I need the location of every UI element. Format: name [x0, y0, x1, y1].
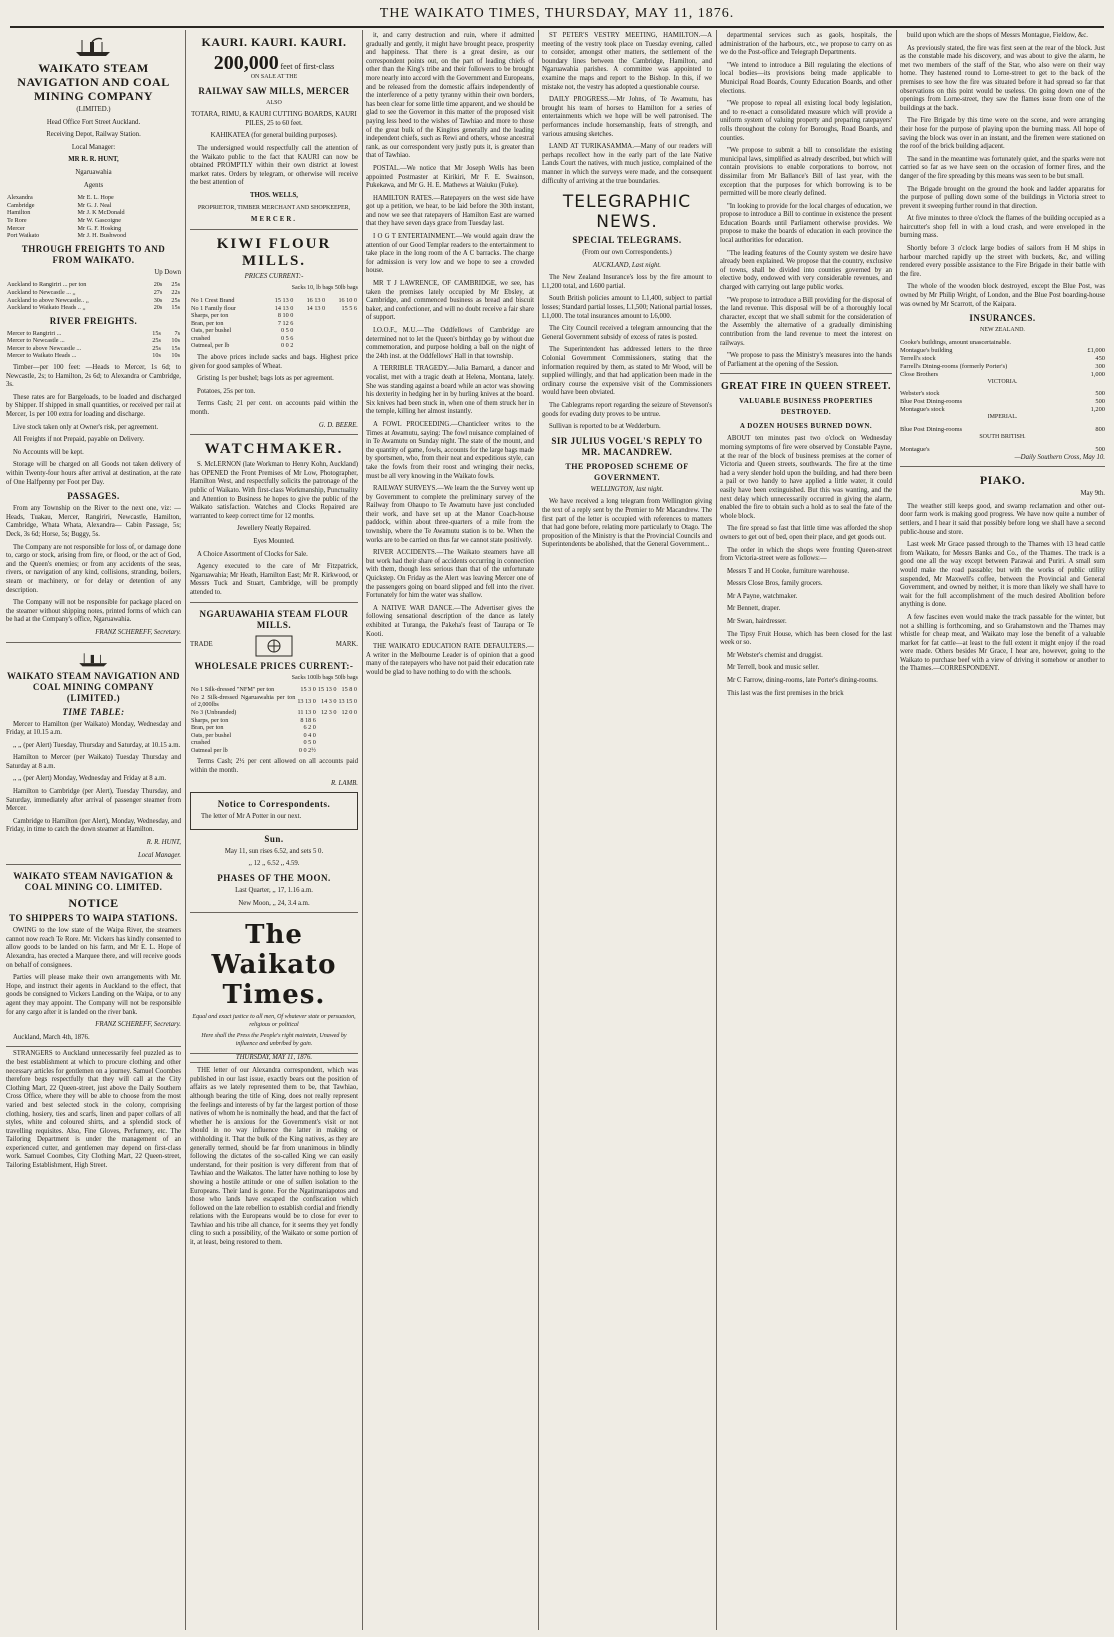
- sacks-header: Sacks 10, lb bags 50lb bags: [291, 285, 358, 292]
- table-row: Sharps, per ton 8 18 6: [191, 716, 316, 724]
- fire-text: ABOUT ten minutes past two o'clock on Wednesday morning symptoms of fire were observed by Constable Payne, at the rear of the block of business premises at the corner of Victoria and Queen streets, southwards. The fire at the time had a very slender hold upon the building, and had there been a pail or two handy to have applied a little water, it could easily have been extinguished. But this was wanting, and the next delay which unnecessarily occurred in giving the alarm, enabled the fire to obtain such a hold as to seal the fate of the whole block.: [720, 435, 892, 520]
- receiving-depot: Receiving Depot, Railway Station.: [46, 131, 141, 139]
- insurer-nz: NEW ZEALAND.: [980, 327, 1025, 334]
- wellington-dateline: WELLINGTON, last night.: [590, 485, 664, 493]
- ngaruawahia-ad: [190, 602, 358, 789]
- table-row: Montague's 500: [900, 445, 1105, 453]
- table-row: Close Brothers 1,000: [900, 370, 1105, 378]
- manager-signature: R. R. HUNT,: [146, 839, 181, 847]
- list-item: Mr C Farrow, dining-rooms, late Porter's dining-rooms.: [727, 677, 878, 685]
- table-row: Oatmeal, per lb 0 0 2: [191, 342, 294, 350]
- timber-rates: Timber—per 100 feet: —Heads to Mercer, 1s 6d; to Newcastle, 2s; to Hamilton, 2s 6d; to Alexandra or Cambridge, 3s.: [6, 364, 181, 389]
- fire-continued: The sand in the meantime was fortunately quiet, and the sparks were not carried so far as we have seen on the occasion of former fires, and the danger of the fire spreading by this means was seen to be but small.: [900, 155, 1105, 180]
- special-telegrams-heading: SPECIAL TELEGRAMS.: [572, 235, 682, 246]
- table-row: Auckland to Newcastle ... ,, 27s 22s: [7, 288, 180, 296]
- news-native-war: A NATIVE WAR DANCE.—The Advertiser gives the following sensational description of the dance as lately exhibited at Turanga, the Pakeha's feast of Taurapa or Te Kooti.: [366, 604, 534, 638]
- list-item: Mr Terrell, book and music seller.: [727, 664, 820, 672]
- masthead: THE WAIKATO TIMES, THURSDAY, MAY 11, 1876.: [10, 2, 1104, 28]
- scheme-text: "We propose to repeal all existing local body legislation, and to re-enact a consolidated measure which will provide a uniform system of valuing property and preparing ratepayers' rolls throughout the colony for Boroughs, Road Boards, and counties.: [720, 100, 892, 142]
- not-responsible-text: The Company are not responsible for loss of, or damage done to, cargo or stock, arising from fire, or flood, or the act of God, and the Queen's enemies; or from any accidents of the seas, rivers, or navigation of any kind, collisions, stranding, boilers, steam or machinery, or for delay or detention of any description.: [6, 543, 181, 594]
- column-4: [542, 32, 712, 1630]
- thos-wells: THOS. WELLS,: [249, 191, 299, 199]
- steamship-icon: [76, 650, 112, 668]
- table-row: crushed 0 5 0: [191, 739, 316, 747]
- table-row: Webster's stock 500: [900, 390, 1105, 398]
- table-row: Blue Post Dining-rooms 800: [900, 426, 1105, 433]
- beere-signature: G. D. BEERE.: [318, 421, 358, 429]
- shippers-text-2: Parties will please make their own arrangements with Mr. Hope, and instruct their agents in Auckland to the effect, that goods be consigned to Vickers Landing on the Waipa, or to any agent they may appoint. The Company will not be responsible for any cargo after it is landed on the river bank.: [6, 974, 181, 1016]
- piako-article: [900, 466, 1105, 674]
- kauri-amount-line: [190, 52, 358, 74]
- news-lawrence: MR T J LAWRENCE, OF CAMBRIDGE, we see, has taken the premises lately occupied by Mr Ebsley, at Cambridge, and commenced business as bread and biscuit baker, and confectioner, and will no doubt receive a fair share of support.: [366, 280, 534, 322]
- flour-note-1: The above prices include sacks and bags. Highest price given for good samples of Wheat.: [190, 354, 358, 370]
- telegram-item: The New Zealand Insurance's loss by the fire amount to L1,200 total, and L600 partial.: [542, 274, 712, 290]
- scheme-text: "We propose to pass the Ministry's measures into the hands of Parliament at the opening of the Session.: [720, 352, 892, 368]
- head-office: Head Office Fort Street Auckland.: [46, 118, 141, 126]
- insurer-victoria: VICTORIA.: [987, 378, 1018, 385]
- editorial-text: THE letter of our Alexandra correspondent, which was published in our last issue, exactly bears out the position of affairs as we lately represented them to be, that Tawhiao, although bearing the title of King, does not really represent the feelings and interests of by far the largest portion of those natives of whom he is nominally the head, and that the fact of whether he is anxious for the Government's visit or not should in no way influence the latter in making or withholding it. That the bulk of the King natives, as they are generally termed, should be far from unanimous in blindly following the dictates of the so-called King we can easily understand, for their position is very different from that of Tawhiao and the Waikatos. The latter have nothing to lose by showing a hostile attitude or one of sullen isolation to the Europeans. Their land is gone. For the Ngatimaniapotos and those who lands have escaped the confiscation which followed on the late rebellion to establish cordial and friendly relations with the Europeans would be to close for ever to Tawhiao and his tribe all chance, for it seems they yet fondly cling to such a possibility, of the Waikato or some portion of it, at least, being restored to them.: [190, 1067, 358, 1247]
- scheme-text: "In looking to provide for the local charges of education, we propose to introduce a Bill to continue in existence the present Education Boards until Parliament otherwise provides. We propose to make the boards of education in each province the local authorities for education.: [720, 202, 892, 245]
- fire-continued: As previously stated, the fire was first seen at the rear of the block. Just as the constable made his discovery, and was about to give the alarm, he met two members of the staff of the Star, who also were on their way home. They hastened round to Lorne-street to get to the back of the premises to see how the fire was situated before it had spread so far that observations on this point would be useless. On going down one of the openings from Lorne-street, they saw the flames issue from one of the buildings at the back.: [900, 44, 1105, 112]
- table-row: Cambridge Mr G. J. Neal: [7, 201, 112, 209]
- list-item: Mr Swan, hairdresser.: [727, 618, 787, 626]
- scheme-text: "We propose to submit a bill to consolidate the existing municipal laws, simplified as already described, but which will contain provisions to enable corporations to borrow, not dissimilar from Mr Ballance's Bill of last year, with the exception that the purposes for which borrowing is to be permitted will be more clearly defined.: [720, 147, 892, 198]
- table-row: No 2 Silk-dressed Ngaruawahia per ton of 2,000lbs 13 13 0 14 3 0 13 15 0: [191, 693, 357, 709]
- piako-text: A few fascines even would make the track passable for the winter, but not a shilling is forthcoming, and so Grahamstown and the Thames may whistle for cheap meat, and Waikato may lose the benefit of a valuable market for fat cattle—at least to the full extent it might enjoy if the road were made. Others besides Mr Grace, I hear are, however, going to the Waikato to purchase beef with a view of driving it somehow or another to the Thames.—CORRESPONDENT.: [900, 613, 1105, 673]
- timetable-item: ,, ,, (per Alert) Monday, Wednesday and Friday at 8 a.m.: [13, 775, 167, 783]
- package-note: The Company will not be responsible for package placed on the steamer without shipping notes, printed forms of which can be had at the Company's office, Ngaruawahia.: [6, 599, 181, 624]
- column-rule: [896, 30, 897, 1630]
- list-item: Messrs Close Bros, family grocers.: [727, 580, 823, 588]
- river-freights-heading: RIVER FREIGHTS.: [49, 315, 138, 326]
- table-row: Mercer to Rangiriri ... 15s 7s: [7, 329, 180, 337]
- news-hamilton-rates: HAMILTON RATES.—Ratepayers on the west side have got up a petition, we hear, to be laid before the 30th instant, and now we see that ratepayers of Hamilton East are warned that they have seven days grace from Tuesday last.: [366, 194, 534, 228]
- fire-continued: At five minutes to three o'clock the flames of the building occupied as a haircutter's shop fell in with a loud crash, and were enveloped in the burning mass.: [900, 215, 1105, 240]
- freights-up-down: Up Down: [154, 268, 181, 276]
- news-land: LAND AT TURIKASAMMA.—Many of our readers will perhaps recollect how in the early part of the late Native Lands Court the natives, with much justice, complained of the manner in which the surveys were made, and the consequent difficulty of arriving at the true boundaries.: [542, 143, 712, 185]
- list-item: Mr Webster's chemist and druggist.: [727, 651, 823, 659]
- fire-close: This last was the first premises in the brick: [727, 689, 844, 697]
- table-row: Oats, per bushel 0 5 0: [191, 327, 294, 335]
- telegram-item: South British policies amount to L1,400, subject to partial losses; Standard partial losses, L1,500; National partial losses, L1,000. The total insurances amount to L6,000.: [542, 295, 712, 320]
- column-3: [366, 32, 534, 1630]
- insurances-heading: INSURANCES.: [969, 313, 1036, 324]
- terms-2: Terms Cash; 2½ per cent allowed on all accounts paid within the month.: [190, 758, 358, 775]
- clocks-line: A Choice Assortment of Clocks for Sale.: [197, 550, 308, 558]
- trade-mark-emblem-icon: [254, 634, 294, 658]
- correspondents-box: [190, 792, 358, 830]
- telegram-item: We have received a long telegram from Wellington giving the text of a reply sent by the Premier to Mr Macandrew. The first part of the letter is occupied with references to matters that had gone before, relating more particularly to Otago. The proposition of the Ministry is that the Provincial Councils and Superintendents be abolished, that the General Government...: [542, 498, 712, 549]
- telegram-item: The City Council received a telegram announcing that the General Government subsidy of excess of rates is posted.: [542, 325, 712, 341]
- company-limited: (LIMITED.): [76, 106, 111, 113]
- timetable-item: ,, ,, (per Alert) Tuesday, Thursday and Saturday, at 10.15 a.m.: [13, 741, 181, 749]
- watchmaker-body: S. McLERNON (late Workman to Henry Kohn, Auckland) has OPENED the Front Premises of Mr Low, Photographer, Hamilton West, and respectfully solicits the patronage of the public of Waikato. With first-class Workmanship, Punctuality and Attention to Business he hopes to give the public of the Waikato satisfaction. Watches and Clocks Repaired are warranted to keep correct time for 12 months.: [190, 461, 358, 520]
- telegram-item: The Cablegrams report regarding the seizure of Stevenson's goods for evading duty proves to be untrue.: [542, 402, 712, 418]
- secretary-signature: FRANZ SCHEREFF, Secretary.: [95, 628, 181, 636]
- agents-label: Agents: [83, 181, 104, 189]
- mercer-location: MERCER.: [251, 216, 297, 224]
- through-freights-heading: THROUGH FREIGHTS TO AND FROM WAIKATO.: [21, 243, 166, 265]
- table-row: No 1 Family flour 14 13 0 14 13 0 15 5 6: [191, 304, 357, 312]
- table-row: Terrell's stock 450: [900, 354, 1105, 362]
- date-line: THURSDAY, MAY 11, 1876.: [190, 1053, 358, 1064]
- news-river-accidents: RIVER ACCIDENTS.—The Waikato steamers have all but work had their share of accidents occurring in connection with them, though less serious than that of the unfortunate Quickstep. On Friday as the Alert was leaving Mercer one of the passengers going on board slipped and fell into the river. Fortunately for him the water was shallow.: [366, 549, 534, 600]
- clothing-ad: [6, 1046, 181, 1170]
- rates-note: These rates are for Bargeloads, to be loaded and discharged by Shipper. If shipped in small quantities, or received per rail at Mercer, 1s per 100 extra for loading and discharge.: [6, 393, 181, 419]
- fire-continued: The whole of the wooden block destroyed, except the Blue Post, was owned by Mr Philip Wright, of London, and the Blue Post boarding-house was owned by Mr Scarrott, of the Kaipara.: [900, 283, 1105, 308]
- paper-title: The Waikato Times.: [211, 920, 337, 1011]
- fire-continued: build upon which are the shops of Messrs Montague, Fieldow, &c.: [907, 32, 1088, 39]
- news-terrible: A TERRIBLE TRAGEDY.—Julia Barnard, a dancer and vocalist, met with a tragic death at Helena, Montana, lately. She was standing against a board while an actor was showing his dexterity in hedging her in by hurling knives at the board. Six knives had been stuck in, when one of them struck her in the temple, killing her almost instantly.: [366, 365, 534, 416]
- news-railway: RAILWAY SURVEYS.—We learn the the Survey went up by Government to complete the preliminary survey of the Railway from Ohaupo to Te Awamutu have just concluded their work, and have set up at the Manor Coach-house paddock, within about three-quarters of a mile from the township, where the Te Awamutu station is to be. When the works are to be carried on thus far we cannot state positively.: [366, 485, 534, 544]
- jewellery-line: Jewellery Neatly Repaired.: [237, 525, 311, 533]
- table-row: Oatmeal per lb 0 0 2½: [191, 746, 316, 754]
- table-row: Alexandra Mr E. L. Hope: [7, 194, 114, 202]
- proprietor: PROPRIETOR, TIMBER MERCHANT AND SHOPKEEPER,: [197, 204, 351, 211]
- piako-text: The weather still keeps good, and swamp reclamation and other out-door farm work is making good progress. We have now quite a number of settlers, and I hear it said that possibly before long we shall have a second public-house and store.: [900, 502, 1105, 536]
- sun-title: Sun.: [264, 833, 284, 844]
- manager-place: Ngaruawahia: [75, 168, 112, 176]
- timetable-item: Hamilton to Cambridge (per Alert), Tuesday Thursday, and Saturday, immediately after arrival of passenger steamer from Mercer.: [6, 788, 181, 813]
- column-rule: [716, 30, 717, 1630]
- company-title: WAIKATO STEAM NAVIGATION AND COAL MINING COMPANY: [17, 61, 170, 103]
- kauri-sale: ON SALE AT THE: [250, 74, 298, 80]
- table-row: No 1 Crest Brand 15 13 0 16 13 0 16 10 0: [191, 296, 357, 304]
- railway-mills: RAILWAY SAW MILLS, MERCER: [198, 85, 350, 96]
- freights-table: [6, 281, 181, 311]
- scheme-text: "We propose to introduce a Bill providing for the disposal of the land revenue. This disposal will be of a thoroughly local character, except that we shall submit for the consideration of the Assembly the alternative of a gradually diminishing contribution from the land revenue to meet the interest on railways.: [720, 296, 892, 347]
- table-row: Mercer to Newcastle ... 25s 10s: [7, 337, 180, 345]
- table-row: Auckland to Rangiriri ... per ton 20s 25s: [7, 281, 180, 289]
- source-credit: —Daily Southern Cross, May 10.: [1014, 453, 1105, 461]
- table-row: Te Rore Mr W. Gascoigne: [7, 216, 122, 224]
- lamb-signature: R. LAMB.: [331, 779, 358, 787]
- also-label: ALSO: [266, 99, 282, 106]
- proposed-scheme-heading: THE PROPOSED SCHEME OF GOVERNMENT.: [565, 461, 689, 482]
- fire-continued: Shortly before 3 o'clock large bodies of sailors from H M ships in harbour marched rapidly up the street with buckets, &c, and willing rendered every possible assistance to the Fire Brigade in their battle with the fire.: [900, 245, 1105, 278]
- potatoes-price: Potatoes, 25s per ton.: [197, 387, 256, 395]
- trade-mark-row: [190, 634, 358, 658]
- news-vestry: ST PETER'S VESTRY MEETING, HAMILTON.—A meeting of the vestry took place on Tuesday evening, called to consider, amongst other matters, the settlement of the boundary lines between the Cambridge, Hamilton, and Ngaruawahia parishes. A committee was appointed to examine the maps and report to the Bishop. In this, if we mistake not, the vestry has adopted a questionable course.: [542, 32, 712, 91]
- company-title-3: WAIKATO STEAM NAVIGATION & COAL MINING CO. LIMITED.: [13, 871, 174, 893]
- table-row: Port Waikato Mr J. H. Bushwood: [7, 232, 127, 240]
- news-ioof: I.O.O.F., M.U.—The Oddfellows of Cambridge are determined not to let the Queen's birthday go by without due commemoration, and purpose holding a ball on the night of the 24th inst. at the Oddfellows' Hall in that township.: [366, 327, 534, 360]
- dozen-subheading: A DOZEN HOUSES BURNED DOWN.: [739, 422, 873, 431]
- fire-text-3: The order in which the shops were fronting Queen-street from Victoria-street were as follows:—: [720, 546, 892, 563]
- kauri-products: TOTARA, RIMU, & KAURI CUTTING BOARDS, KAURI PILES, 25 to 60 feet.: [191, 111, 357, 127]
- fire-continued: The Brigade brought on the ground the hook and ladder apparatus for the purpose of pulling down some of the buildings in Victoria street to prevent it sweeping further round in that direction.: [900, 185, 1105, 210]
- scheme-text: departmental services such as gaols, hospitals, the administration of the harbours, etc., we propose to carry on as we do the Post-office and Telegraph Departments.: [720, 32, 892, 57]
- river-freights-table: [6, 330, 181, 360]
- column-5: [720, 32, 892, 1630]
- manager-name: MR R. R. HUNT,: [68, 156, 119, 164]
- telegraphic-news-heading: TELEGRAPHIC NEWS.: [562, 192, 692, 233]
- secretary-signature-2: FRANZ SCHEREFF, Secretary.: [95, 1021, 181, 1029]
- insurer-south-british: SOUTH BRITISH.: [979, 434, 1026, 440]
- table-row: Cooke's buildings, amount unascertainable.: [900, 338, 1012, 346]
- table-row: Oats, per bushel 0 4 0: [191, 731, 316, 739]
- insurer-imperial: IMPERIAL.: [987, 414, 1018, 421]
- passages-text: From any Township on the River to the next one, viz: — Heads, Tuakau, Mercer, Rangiriri, Newcastle, Hamilton, Cambridge, Whata Whata, Alexandra— Cabin Passage, 5s; Deck, 3s 6d; Horse, 5s; Buggy, 5s.: [6, 505, 181, 538]
- correspondents-body: The letter of Mr A Potter in our next.: [201, 813, 302, 821]
- table-row: Sharps, per ton 8 10 0: [191, 312, 294, 320]
- correspondents-title: Notice to Correspondents.: [217, 799, 331, 810]
- sacks-header-2: Sacks 100lb bags 50lb bags: [291, 674, 358, 681]
- paper-motto: Equal and exact justice to all men, Of whatever state or persuasion, religious or political: [192, 1014, 356, 1028]
- vogel-reply-heading: SIR JULIUS VOGEL'S REPLY TO MR. MACANDREW.: [551, 435, 703, 457]
- column-rule: [538, 30, 539, 1630]
- kauri-body: The undersigned would respectfully call the attention of the Waikato public to the fact that KAURI can now be obtained PROMPTLY within their own district at lowest market rates. Orders by telegram, or otherwise will receive the best attention of: [190, 144, 358, 187]
- table-row: No 3 (Unbranded) 11 13 0 12 3 0 12 0 0: [191, 708, 357, 716]
- manager-title: Local Manager.: [137, 851, 181, 859]
- table-row: Auckland to above Newcastle.. ,, 30s 25s: [7, 296, 180, 304]
- news-postal: POSTAL.—We notice that Mr Joseph Wells has been appointed Postmaster at Kirikiri, Mr F. E. Swainson, Pukekawa, and Mr G. H. E. Mathews at Waiuku (Fuke).: [366, 164, 534, 190]
- kauri-feet: feet of first-class: [280, 62, 335, 71]
- piako-text: Last week Mr Grace passed through to the Thames with 13 head cattle from Waikato, for Messrs Banks and Co., of the Thames. The track is a good one all the way except between Parawai and Puriri. A small sum would make the road passable; but with the works of public utility suspended, Mr Maxwell's coffee, between the Provincial and General Government, and owned by neither, it is more than likely we shall have to wait for the full accomplishment of the much desired Abolition before anything is done.: [900, 541, 1105, 609]
- timetable-item: Mercer to Hamilton (per Waikato) Monday, Wednesday and Friday, at 10.15 a.m.: [6, 720, 181, 737]
- notice-ad: [6, 864, 181, 1042]
- ngaruawahia-prices-table: [190, 686, 358, 754]
- timetable-item: Hamilton to Mercer (per Waikato) Tuesday Thursday and Saturday at 8 a.m.: [6, 754, 181, 770]
- ngaruawahia-title: NGARUAWAHIA STEAM FLOUR MILLS.: [199, 608, 349, 630]
- list-item: Mr A Payne, watchmaker.: [727, 592, 798, 600]
- passages-heading: PASSAGES.: [67, 491, 120, 502]
- paper-nameplate: [190, 912, 358, 1247]
- strangers-text: STRANGERS to Auckland unnecessarily feel puzzled as to the best establishment at which to procure clothing and other necessary articles for gentlemen on a journey. Samuel Coombes therefore begs respectfully that they will call at the City Clothing Mart, 22 Queen-street, just above the Daily Southern Cross Office, where they will be able to choose from the most varied and best selected stock in the colony, comprising clothing, hosiery, ties and scarfs, linen and paper collars of all styles, white and coloured shirts, and a splendid stock of travelling requisites. Also, Fine Gloves, Perfumery, etc. The Tailoring Department is under the management of an experienced cutter, and gentlemen may depend on first-class work. Samuel Coombes, City Clothing Mart, 22 Queen-street, Tailoring Establishment, High Street.: [6, 1050, 181, 1170]
- moon-title: PHASES OF THE MOON.: [217, 873, 331, 884]
- sun-row: ,, 12 ,, 6.52 ,, 4.59.: [248, 860, 300, 868]
- agency-line: Agency executed to the care of Mr Fitzpatrick, Ngaruawahia; Mr Heath, Hamilton East; Mr R. Kirkwood, or Messrs Tuck and Stuart, Cambridge, will be promptly attended to.: [190, 563, 358, 596]
- flour-note-2: Gristing 1s per bushel; bags lots as per agreement.: [197, 375, 334, 383]
- valuable-subheading: VALUABLE BUSINESS PROPERTIES DESTROYED.: [739, 397, 873, 417]
- list-item: Mr Bennett, draper.: [727, 605, 781, 613]
- table-row: Hamilton Mr J. K McDonald: [7, 209, 125, 217]
- kiwi-prices-table: [190, 297, 358, 350]
- terms-1: Terms Cash; 21 per cent. on accounts paid within the month.: [190, 400, 358, 417]
- table-row: Mercer to above Newcastle ... 25s 15s: [7, 344, 180, 352]
- no-accounts-note: No Accounts will be kept.: [13, 448, 84, 456]
- scheme-text: "We intend to introduce a Bill regulating the elections of local bodies—its provisions being made applicable to Municipal Road Boards, County Education Boards, and other elections.: [720, 61, 892, 95]
- live-stock-note: Live stock taken only at Owner's risk, per agreement.: [13, 423, 159, 431]
- notice-heading: NOTICE: [68, 896, 119, 911]
- column-6: [900, 32, 1105, 1630]
- table-row: Mercer to Waikato Heads ... 10s 10s: [7, 352, 180, 360]
- column-1: [6, 32, 181, 1630]
- kiwi-title: KIWI FLOUR MILLS.: [216, 235, 332, 269]
- column-rule: [362, 30, 363, 1630]
- table-row: Montague's building £1,000: [900, 346, 1105, 354]
- table-row: crushed 0 5 6: [191, 334, 294, 342]
- telegram-item: The Superintendent has addressed letters to the three Colonial Government Commissioners, stating that the information required by them, as stated to Mr Wood, will be supplied willingly, and that had application been made in the ordinary course the expensive visit of the Commissioners would have been obviated.: [542, 346, 712, 397]
- table-row: No 1 Silk-dressed "NFM" per ton 15 3 0 15 13 0 15 8 0: [191, 686, 357, 694]
- column-rule: [185, 30, 186, 1630]
- eyes-line: Eyes Mounted.: [253, 537, 295, 545]
- steamship-icon: [74, 36, 114, 58]
- notice-date: Auckland, March 4th, 1876.: [13, 1033, 90, 1041]
- prepaid-note: All Freights if not Prepaid, payable on Delivery.: [13, 436, 145, 444]
- wholesale-title: WHOLESALE PRICES CURRENT:-: [194, 660, 354, 671]
- table-row: Bran, per ton 7 12 6: [191, 319, 294, 327]
- telegram-item: Sullivan is reported to be at Wedderburn.: [549, 423, 661, 431]
- news-fowl: A FOWL PROCEEDING.—Chanticleer writes to the Times at Awamutu, saying: The fowl nuisance complained of in Te Awamutu on Sunday night. The state of the mount, and the quantity of game, fowls, accounts for the large bags made by sportsmen, who, from their neat and expeditious style, can take the fowls from their roost and wringing their necks, must be all very knowing in the Waikato fowls.: [366, 420, 534, 480]
- shippers-text: OWING to the low state of the Waipa River, the steamers cannot now reach Te Rore. Mr. Vickers has kindly consented to allow goods to be landed on his farm, and Mr E. L. Hope of Alexandra, has erected a Marquee there, and will receive goods on behalf of consignees.: [6, 927, 181, 969]
- moon-row: New Moon, ,, 24, 3.4 a.m.: [238, 899, 310, 907]
- from-correspondents: (From our own Correspondents.): [582, 249, 672, 257]
- watchmaker-ad: [190, 434, 358, 597]
- table-row: Auckland to Waikato Heads .. ,, 20s 15s: [7, 304, 180, 312]
- local-manager-label: Local Manager:: [71, 143, 116, 151]
- mark-label: MARK.: [335, 641, 358, 649]
- auckland-dateline: AUCKLAND, Last night.: [593, 261, 661, 269]
- editorial-continued: it, and carry destruction and ruin, where if admitted gradually and gently, it might have brought peace, prosperity and happiness. That there is a great desire, as our correspondent points out, on the part of leading chiefs of other than the King's tribe and their followers to be brought more nearly into accord with the Government and Europeans, and be released from the domestic affairs independently of the interference of a petty tyranny within their own borders, has been clear for some little time apparent, and we should be glad to see the Governor in this matter of the proposed visit paying less heed to the wishes of Tawhiao and more to those of the great bulk of the Kingites generally and the leading independent chiefs, such as Rewi and others, whose ancestral rank, as our correspondent very justly puts it, is greater than that of Tawhiao.: [366, 32, 534, 160]
- kiwi-ad: [190, 229, 358, 431]
- news-daily-progress: DAILY PROGRESS.—Mr Johns, of Te Awamutu, has brought his team of horses to Hamilton for a series of entertainments which we hope will be well patronised. The performances include horsemanship, feats of strength, and various amusing sketches.: [542, 96, 712, 138]
- timetable-item: Cambridge to Hamilton (per Alert), Monday, Wednesday, and Friday, in time to catch the down steamer at Hamilton.: [6, 817, 181, 834]
- watchmaker-title: WATCHMAKER.: [204, 441, 344, 458]
- agents-table: [6, 194, 181, 240]
- great-fire-heading: GREAT FIRE IN QUEEN STREET.: [721, 381, 891, 393]
- timetable-label: TIME TABLE:: [62, 706, 125, 717]
- kahikatea: KAHIKATEA (for general building purposes).: [210, 132, 338, 140]
- prices-current: PRICES CURRENT:-: [244, 272, 304, 280]
- paper-motto-2: Here shall the Press the People's right maintain, Unawed by influence and unbribed by gain.: [201, 1033, 347, 1047]
- storage-note: Storage will be charged on all Goods not taken delivery of within Twenty-four hours after arrival at destination, at the rate of One Halfpenny per Foot per Day.: [6, 461, 181, 486]
- table-row: Montague's stock 1,200: [900, 406, 1105, 414]
- trade-label: TRADE: [190, 641, 213, 649]
- list-item: Messrs T and H Cooke, furniture warehouse.: [727, 567, 850, 575]
- company-title-2: WAIKATO STEAM NAVIGATION AND COAL MINING COMPANY (LIMITED.): [6, 670, 181, 703]
- moon-row: Last Quarter, ,, 17, 1.16 a.m.: [235, 887, 313, 895]
- kauri-amount: 200,000: [213, 52, 279, 74]
- timetable-ad: [6, 642, 181, 861]
- sun-row: May 11, sun rises 6.52, and sets 5 0.: [224, 847, 324, 855]
- fire-text-2: The fire spread so fast that little time was afforded the shop owners to get out of bed, open their place, and get goods out.: [720, 525, 892, 541]
- table-row: Blue Post Dining-rooms 500: [900, 398, 1105, 406]
- column-2: [190, 32, 358, 1630]
- list-item: The Tipsy Fruit House, which has been closed for the last week or so.: [720, 630, 892, 647]
- table-row: Mercer Mr G. F. Hosking: [7, 224, 122, 232]
- scheme-text: "The leading features of the County system we desire have already been explained. We propose that the country, exclusive of towns, shall be divided into counties governed by an elective body, endowed with very considerable revenues, and charged with carrying out large public works.: [720, 249, 892, 292]
- news-iogt: I O G T ENTERTAINMENT.—We would again draw the attention of our Good Templar readers to the entertainment to take place in the long room of the A C barracks. The charge for admission is very low and we hope to see a crowded house.: [366, 233, 534, 275]
- great-fire-article: [720, 373, 892, 698]
- piako-date: May 9th.: [1080, 490, 1105, 498]
- piako-heading: PIAKO.: [979, 473, 1026, 488]
- kauri-heading: KAURI. KAURI. KAURI.: [201, 35, 347, 49]
- news-education-rate: THE WAIKATO EDUCATION RATE DEFAULTERS.—A writer in the Melbourne Leader is of opinion that a good many of the ratepayers who have not paid their education rate would be glad to have nothing to do with the schools.: [366, 643, 534, 676]
- shippers-heading: TO SHIPPERS TO WAIPA STATIONS.: [9, 913, 178, 924]
- table-row: Farrell's Dining-rooms (formerly Porter's) 300: [900, 362, 1105, 370]
- fire-continued: The Fire Brigade by this time were on the scene, and were arranging their hose for the purpose of playing upon the burning mass. All hope of saving the block was over in an instant, and the firemen were stationed on the roof of the brick building adjacent.: [900, 117, 1105, 151]
- table-row: Bran, per ton 6 2 0: [191, 724, 316, 732]
